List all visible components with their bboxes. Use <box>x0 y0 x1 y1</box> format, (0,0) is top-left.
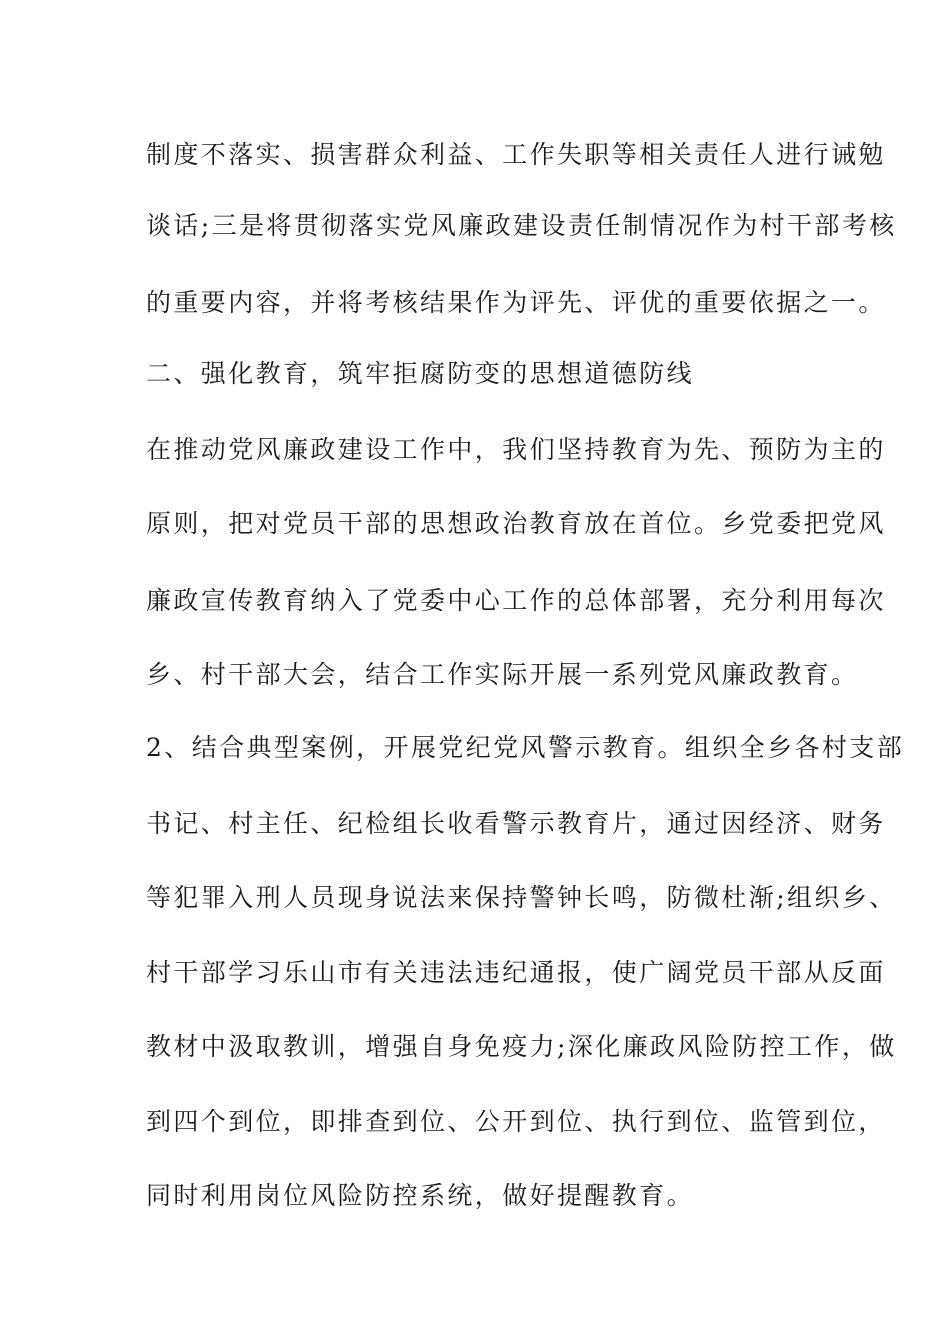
text-line: 的重要内容，并将考核结果作为评先、评优的重要依据之一。 <box>146 288 886 317</box>
text-line: 2、结合典型案例，开展党纪党风警示教育。组织全乡各村支部 <box>146 733 905 762</box>
text-line: 教材中汲取教训，增强自身免疫力;深化廉政风险防控工作，做 <box>146 1032 897 1061</box>
text-line: 等犯罪入刑人员现身说法来保持警钟长鸣，防微杜渐;组织乡、 <box>146 883 897 912</box>
text-line: 乡、村干部大会，结合工作实际开展一系列党风廉政教育。 <box>146 660 859 689</box>
text-line: 书记、村主任、纪检组长收看警示教育片，通过因经济、财务 <box>146 809 886 838</box>
text-line: 原则，把对党员干部的思想政治教育放在首位。乡党委把党风 <box>146 509 886 538</box>
text-line: 制度不落实、损害群众利益、工作失职等相关责任人进行诫勉 <box>146 140 886 169</box>
text-line: 到四个到位，即排查到位、公开到位、执行到位、监管到位， <box>146 1107 886 1136</box>
text-line: 在推动党风廉政建设工作中，我们坚持教育为先、预防为主的 <box>146 435 886 464</box>
section-heading: 二、强化教育，筑牢拒腐防变的思想道德防线 <box>146 359 695 388</box>
text-line: 同时利用岗位风险防控系统，做好提醒教育。 <box>146 1181 695 1210</box>
text-line: 村干部学习乐山市有关违法违纪通报，使广阔党员干部从反面 <box>146 958 886 987</box>
text-line: 谈话;三是将贯彻落实党风廉政建设责任制情况作为村干部考核 <box>146 211 897 240</box>
text-line: 廉政宣传教育纳入了党委中心工作的总体部署，充分利用每次 <box>146 586 886 615</box>
